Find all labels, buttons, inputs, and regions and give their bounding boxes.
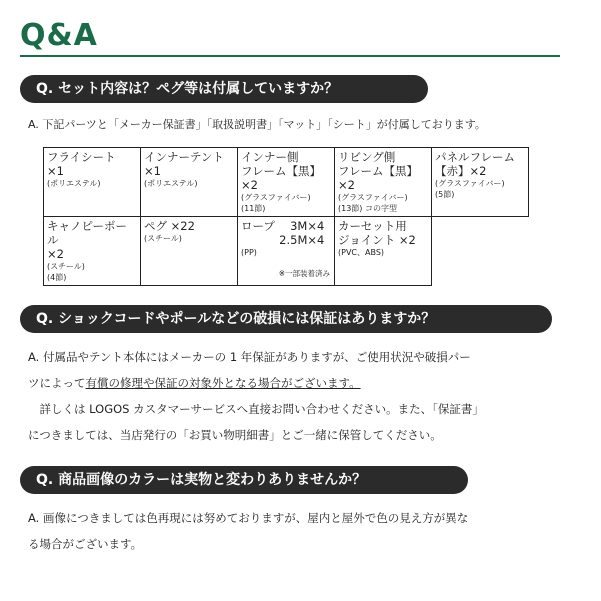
- question-bar-2: Q. ショックコードやポールなどの破損には保証はありますか？: [20, 305, 552, 333]
- table-cell: [432, 148, 529, 217]
- table-cell: [44, 148, 141, 217]
- part-name: インナーテント ×1: [144, 150, 224, 178]
- table-cell-empty: [432, 217, 529, 286]
- answer-2-line: [28, 370, 484, 396]
- table-cell: [141, 217, 238, 286]
- answer-1-text: A. 下記パーツと「メーカー保証書」「取扱説明書」「マット」「シート」が付属しております。: [28, 118, 486, 131]
- part-material: (グラスファイバー) (5節): [435, 179, 505, 199]
- answer-2: [28, 344, 484, 448]
- part-material: (グラスファイバー) (13節) コの字型: [338, 193, 408, 213]
- part-note: ※一部装着済み: [278, 269, 330, 278]
- table-cell: [335, 148, 432, 217]
- table-cell: [335, 217, 432, 286]
- answer-3-line: A. 画像につきましては色再現には努めておりますが、屋内と屋外で色の見え方が異な: [28, 511, 469, 525]
- title-underline: [20, 55, 560, 57]
- part-name: パネルフレーム 【赤】×2: [435, 150, 516, 178]
- part-material: (スチール): [144, 234, 182, 243]
- part-name: ロープ 3M×4 2.5M×4: [241, 219, 325, 247]
- table-cell: [44, 217, 141, 286]
- part-name: キャノピーポール ×2: [47, 219, 128, 261]
- question-bar-1: Q. セット内容は？ペグ等は付属していますか？: [20, 75, 428, 103]
- table-cell: [238, 217, 335, 286]
- part-name: カーセット用 ジョイント ×2: [338, 219, 416, 247]
- part-material: (グラスファイバー) (11節): [241, 193, 311, 213]
- answer-2-line: 詳しくは LOGOS カスタマーサービスへ直接お問い合わせください。また、「保証書」: [28, 402, 484, 416]
- answer-3: [28, 505, 468, 557]
- answer-1: [28, 112, 486, 138]
- table-row: [44, 217, 529, 286]
- part-name: ペグ ×22: [144, 219, 195, 233]
- table-row: [44, 148, 529, 217]
- part-name: リビング側 フレーム【黒】×2: [338, 150, 419, 192]
- parts-table: [43, 147, 529, 286]
- part-name: フライシート ×1: [47, 150, 116, 178]
- question-bar-3: Q. 商品画像のカラーは実物と変わりありませんか？: [20, 466, 468, 494]
- page-title: Q&A: [20, 18, 98, 53]
- answer-2-line: A. 付属品やテント本体にはメーカーの 1 年保証がありますが、ご使用状況や破損パー: [28, 350, 471, 364]
- part-material: (PP): [241, 248, 257, 257]
- answer-2-underlined: 有償の修理や保証の対象外となる場合がございます。: [85, 376, 361, 390]
- answer-2-line: につきましては、当店発行の「お買い物明細書」とご一緒に保管してください。: [28, 428, 442, 442]
- table-cell: [238, 148, 335, 217]
- part-material: (PVC、ABS): [338, 248, 385, 257]
- part-name: インナー側 フレーム【黒】×2: [241, 150, 322, 192]
- part-material: (スチール) (4節): [47, 262, 85, 282]
- answer-3-line: る場合がございます。: [28, 537, 143, 551]
- answer-2-text: ツによって: [28, 376, 86, 390]
- part-material: (ポリエステル): [144, 179, 198, 188]
- part-material: (ポリエステル): [47, 179, 101, 188]
- table-cell: [141, 148, 238, 217]
